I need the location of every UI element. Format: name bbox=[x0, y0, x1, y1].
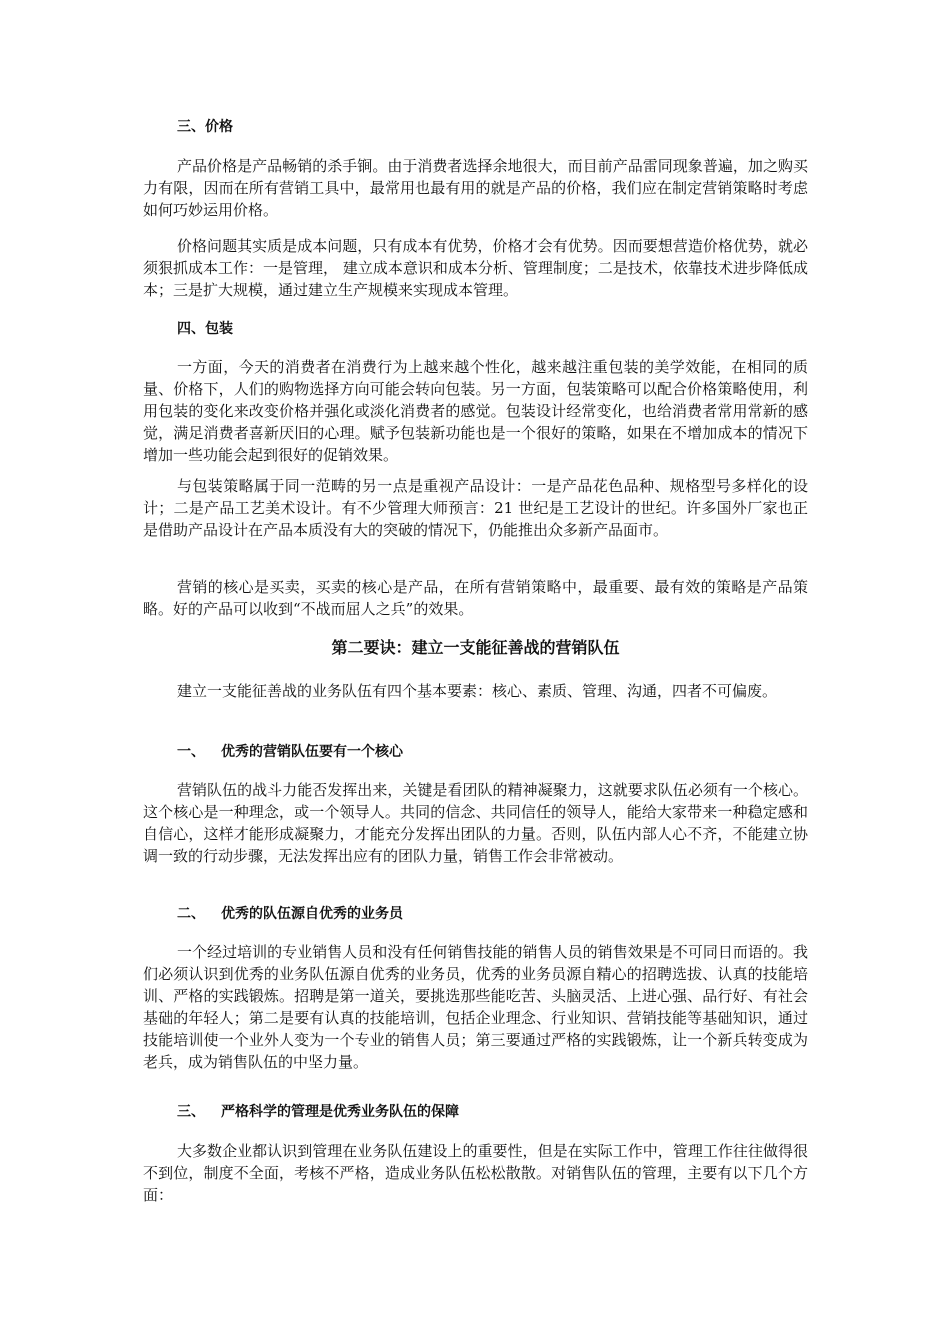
subsection-text-2: 一个经过培训的专业销售人员和没有任何销售技能的销售人员的销售效果是不可同日而语的。我们必须认识到优秀的业务队伍源自优秀的业务员，优秀的业务员源自精心的招聘选拔、认真的技能培训、严格的实践锻炼。招聘是第一道关，要挑选那些能吃苦、头脑灵活、上进心强、品行好、有社会基础的年轻人；第二是要有认真的技能培训，包括企业理念、行业知识、营销技能等基础知识，通过技能培训使一个业外人变为一个专业的销售人员；第三要通过严格的实践锻炼，让一个新兵转变成为老兵，成为销售队伍的中坚力量。 bbox=[143, 943, 808, 1071]
subsection-text-3: 大多数企业都认识到管理在业务队伍建设上的重要性，但是在实际工作中，管理工作往往做得很不到位，制度不全面，考核不严格，造成业务队伍松松散散。对销售队伍的管理，主要有以下几个方面： bbox=[143, 1142, 808, 1204]
subsection-title: 严格科学的管理是优秀业务队伍的保障 bbox=[221, 1104, 459, 1120]
subsection-heading-2 bbox=[143, 904, 842, 924]
section-intro: 建立一支能征善战的业务队伍有四个基本要素：核心、素质、管理、沟通，四者不可偏废。 bbox=[177, 682, 778, 700]
packaging-heading: 四、包装 bbox=[177, 321, 233, 337]
price-paragraph-1: 产品价格是产品畅销的杀手锏。由于消费者选择余地很大，而目前产品雷同现象普遍，加之购买力有限，因而在所有营销工具中，最常用也最有用的就是产品的价格，我们应在制定营销策略时考虑如何巧妙运用价格。 bbox=[143, 157, 808, 219]
section-title: 第二要诀：建立一支能征善战的营销队伍 bbox=[331, 638, 620, 657]
subsection-number: 一、 bbox=[177, 744, 205, 760]
price-heading: 三、价格 bbox=[177, 119, 233, 135]
packaging-paragraph-3: 营销的核心是买卖，买卖的核心是产品，在所有营销策略中，最重要、最有效的策略是产品策略。好的产品可以收到“不战而屈人之兵”的效果。 bbox=[143, 578, 808, 618]
subsection-number: 二、 bbox=[177, 906, 205, 922]
subsection-heading-1 bbox=[143, 742, 842, 762]
subsection-title: 优秀的营销队伍要有一个核心 bbox=[221, 744, 403, 760]
subsection-text-1: 营销队伍的战斗力能否发挥出来，关键是看团队的精神凝聚力，这就要求队伍必须有一个核心。这个核心是一种理念，或一个领导人。共同的信念、共同信任的领导人，能给大家带来一种稳定感和自信心，这样才能形成凝聚力，才能充分发挥出团队的力量。否则，队伍内部人心不齐，不能建立协调一致的行动步骤，无法发挥出应有的团队力量，销售工作会非常被动。 bbox=[143, 781, 808, 865]
packaging-paragraph-2: 与包装策略属于同一范畴的另一点是重视产品设计：一是产品花色品种、规格型号多样化的设计；二是产品工艺美术设计。有不少管理大师预言：21 世纪是工艺设计的世纪。许多国外厂家也正是借助产品设计在产品本质没有大的突破的情况下，仍能推出众多新产品面市。 bbox=[143, 477, 808, 539]
subsection-heading-3 bbox=[143, 1102, 842, 1122]
price-paragraph-2: 价格问题其实质是成本问题，只有成本有优势，价格才会有优势。因而要想营造价格优势，就必须狠抓成本工作：一是管理， 建立成本意识和成本分析、管理制度；二是技术，依靠技术进步降低成本；三是扩大规模，通过建立生产规模来实现成本管理。 bbox=[143, 237, 808, 299]
subsection-title: 优秀的队伍源自优秀的业务员 bbox=[221, 906, 403, 922]
packaging-paragraph-1: 一方面，今天的消费者在消费行为上越来越个性化，越来越注重包装的美学效能，在相同的质量、价格下，人们的购物选择方向可能会转向包装。另一方面，包装策略可以配合价格策略使用，利用包装的变化来改变价格并强化或淡化消费者的感觉。包装设计经常变化，也给消费者常用常新的感觉，满足消费者喜新厌旧的心理。赋予包装新功能也是一个很好的策略，如果在不增加成本的情况下增加一些功能会起到很好的促销效果。 bbox=[143, 358, 808, 464]
subsection-number: 三、 bbox=[177, 1104, 205, 1120]
